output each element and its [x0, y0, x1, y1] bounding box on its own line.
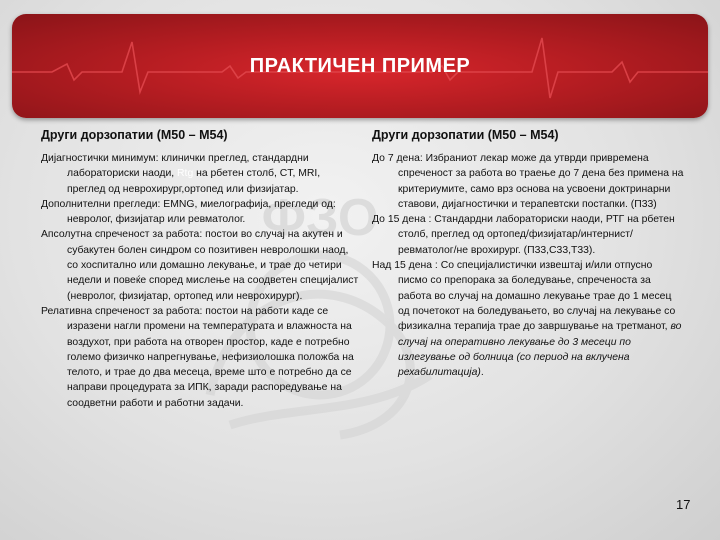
diagnostic-minimum-paragraph — [41, 151, 359, 197]
page-number: 17 — [676, 497, 691, 512]
paragraph-text: Дијагностички минимум: клинички преглед, стандардни лабораториски наоди, — [41, 153, 309, 180]
relative-incapacity-paragraph: Релативна спреченост за работа: постои на работи каде се изразени нагли промени на температурата и влажноста на воздухот, при работа на отворен простор, каде е потребно големо физичко напрегнување, нефизиолошка положба на телото, и трае до два месеца, време што е потребно да се направи процедурата за ИПК, заради распоредување на соодветни работи и работни задачи. — [41, 305, 354, 409]
slide-title: ПРАКТИЧЕН ПРИМЕР — [249, 55, 471, 77]
up-to-15-days-paragraph: До 15 дена : Стандардни лабораториски наоди, РТГ на рбетен столб, преглед од ортопед/физијатар/интернист/ревматолог/не врохирург. (П33,С33,Т33). — [372, 214, 675, 256]
right-column — [372, 128, 684, 380]
watermark-text: ФЗО — [261, 189, 379, 247]
up-to-7-days-paragraph: До 7 дена: Избраниот лекар може да утврди привремена спреченост за работа во траење до 7 дена без примена на критериумите, само врз основа на усвоени доктринарни ставови, дијагностички и терапевтски постапки. (П33) — [372, 153, 684, 210]
highlighted-text: Rtg — [177, 168, 194, 180]
left-column-heading: Други дорзопатии (M50 – M54) — [41, 128, 228, 142]
italic-text: во случај на оперативно лекување до 3 месеци по излегување од болница (со период на вклучена рехабилитација) — [398, 321, 682, 379]
right-column-heading: Други дорзопатии (M50 – M54) — [372, 128, 559, 142]
additional-exams-paragraph: Дополнителни прегледи: EMNG, миелографија, прегледи од: невролог, физијатар или ревматолог. — [41, 198, 336, 226]
paragraph-text: . — [480, 367, 484, 379]
paragraph-text: Над 15 дена : Со специјалистички извештај и/или отпусно писмо со препорака за боледување, спреченоста за работа во случај на домашно лекување трае до 1 месец од почетокот на боледувањето, во случај на лекување со физикална терапија трае до завршување на третманот, — [372, 260, 676, 333]
left-column — [41, 128, 359, 411]
over-15-days-paragraph — [372, 258, 684, 380]
absolute-incapacity-paragraph: Апсолутна спреченост за работа: постои во случај на акутен и субакутен болен синдром со позитивен невролошки наод, со хоспитално или домашно лекување, и трае до четири недели и повеќе според мислење на соодветен специјалист (невролог, физијатар, ортопед или неврохирург). — [41, 229, 359, 302]
paragraph-text: на рбетен столб, CT, MRI, преглед од неврохирург,ортопед или физијатар. — [67, 168, 321, 195]
